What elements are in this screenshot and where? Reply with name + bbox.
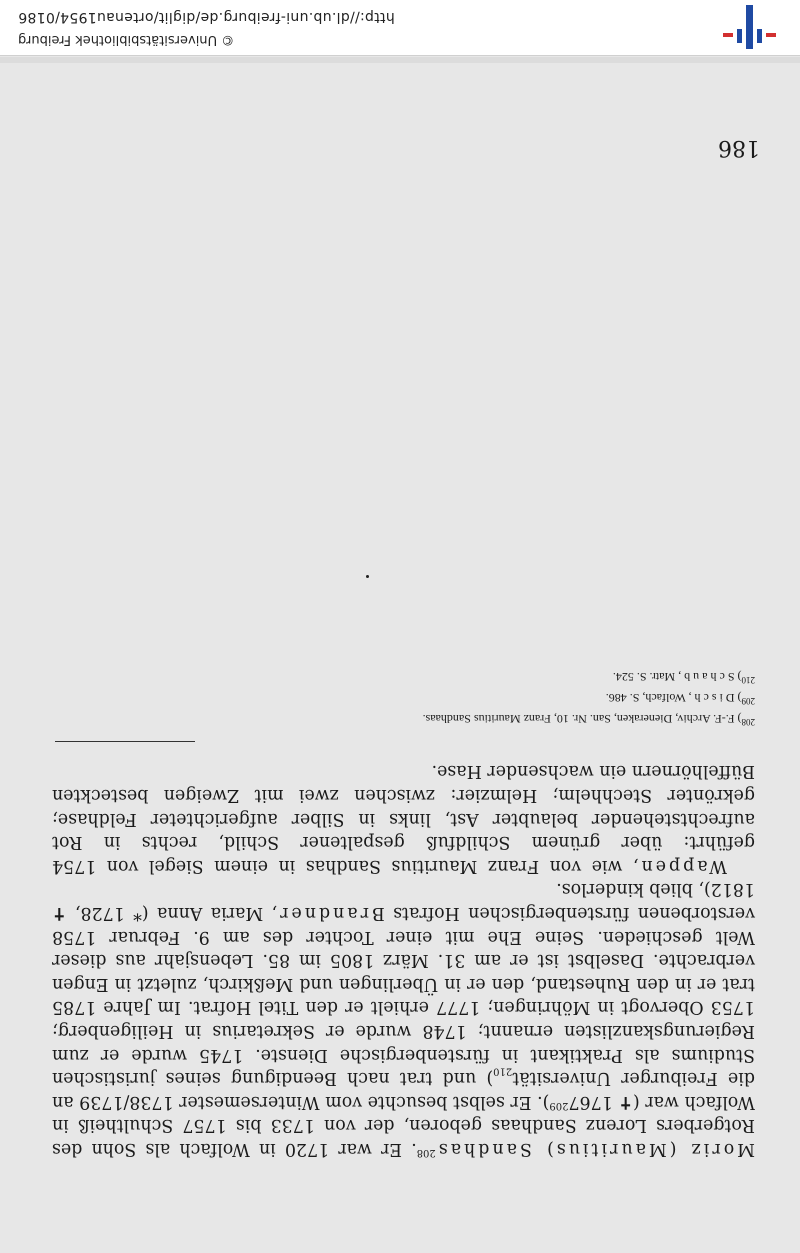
footnote-divider — [55, 741, 195, 742]
header-info — [18, 3, 438, 51]
paragraph-wappen — [52, 759, 755, 877]
footnote-item — [52, 689, 755, 710]
main-text — [52, 759, 755, 1160]
paragraph-text: , wie von Franz Mauritius Sandhas in einem Siegel von 1754 geführt: über grünem Schildfuß gespaltener Schild, rechts in Rot aufrechtstehender belaubter Ast, links in Silber aufgerichteter Feldhase; gekrönter Stechhelm; Helmzier: zwischen zwei mit Zweigen besteckten Büffelhörnern ein wachsender Hase. — [52, 761, 755, 876]
footnotes — [52, 668, 755, 731]
footnote-ref[interactable]: 208 — [416, 1147, 436, 1158]
footnote-text: ) D i s c h , Wolfach, S. 486. — [605, 691, 742, 705]
footnote-ref[interactable]: 210 — [493, 1065, 513, 1077]
paragraph-text: ) und trat nach Beendigung seines juristischen Studiums als Praktikant in fürstenbergische Dienste. 1745 wurde er zum Regierungskanzlisten ernannt; 1748 wurde er Sekretarius in Heiligenberg; 1753 Obervogt in Möhringen; 1777 erhielt er den Titel Hofrat. Im Jahre 1785 trat er in den Ruhestand, den er in Überlingen und Meßkirch, zuletzt in Engen verbrachte. Daselbst ist er am 31. März 1805 im 85. Lebensjahr aus dieser Welt geschieden. Seine Ehe mit einer Tochter des am 9. Februar 1758 verstorbenen fürstenbergischen Hofrats — [52, 903, 755, 1089]
paragraph-sandhas — [52, 877, 755, 1160]
paragraph-text: ). Er selbst besuchte vom Wintersemester 1738/1739 an die Freiburger Universität — [52, 1068, 755, 1112]
footnote-item — [52, 668, 755, 689]
person-name: Moriz (Mauritius) Sandhas — [435, 1139, 755, 1159]
paragraph-text: , Maria Anna (* 1728, ✝ 1812), blieb kinderlos. — [52, 879, 755, 924]
wappen-heading: Wappen — [638, 855, 727, 876]
page-edge — [790, 0, 800, 1253]
footnote-text: ) F.-F. Archiv, Dieneraken, San. Nr. 10, Franz Mauritius Sandhaas. — [422, 712, 742, 726]
viewer-header — [0, 0, 800, 56]
paragraph-text: . Er war 1720 in Wolfach als Sohn des Rotgerbers Lorenz Sandhaas geboren, der von 1733 bis 1757 Schultheiß in Wolfach war (✝ 1767 — [52, 1091, 755, 1159]
person-name: Brandner — [277, 903, 385, 924]
copyright-text: © Universitätsbibliothek Freiburg — [18, 32, 235, 47]
header-divider — [0, 57, 800, 63]
footnote-ref[interactable]: 209 — [549, 1099, 569, 1111]
footnote-number: 210 — [741, 675, 755, 685]
footnote-item — [52, 710, 755, 731]
permalink-url[interactable]: http://dl.ub.uni-freiburg.de/diglit/ortenau1954/0186 — [18, 9, 395, 25]
page-number: 186 — [718, 135, 760, 160]
footnote-text: ) S c h a u b , Matr. S. 524. — [612, 670, 742, 684]
ub-freiburg-logo-icon[interactable] — [720, 5, 780, 49]
footnote-number: 209 — [741, 696, 755, 706]
footnote-number: 208 — [741, 717, 755, 727]
scan-speck — [366, 575, 369, 578]
